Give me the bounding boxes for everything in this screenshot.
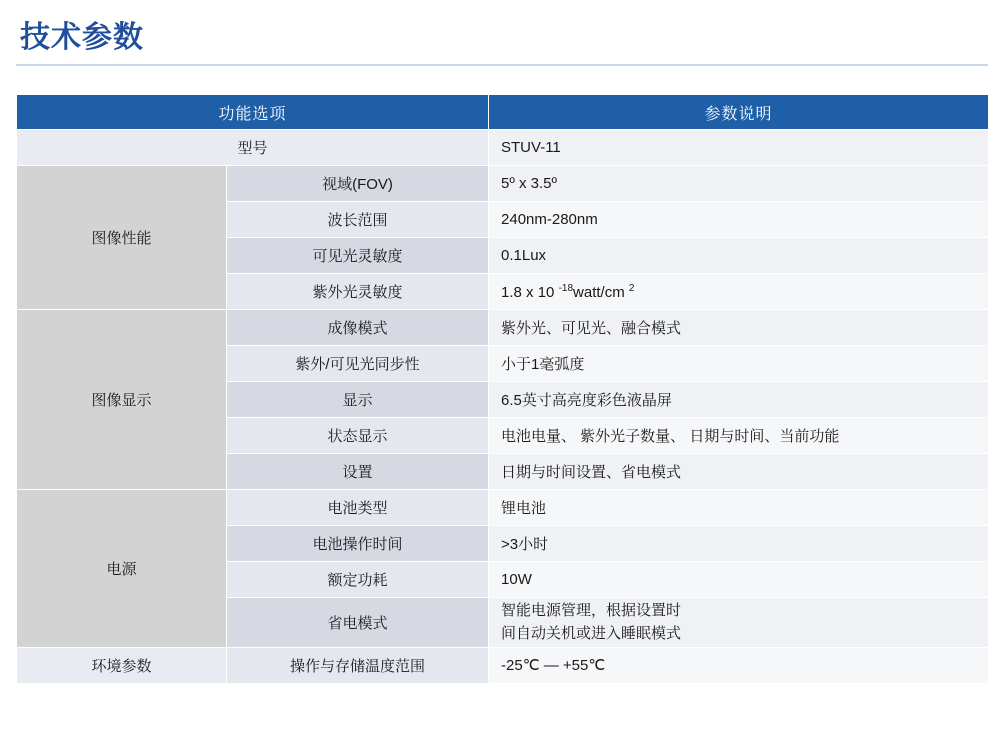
row-value-status-display <box>489 418 989 454</box>
row-value-battery-time: >3小时 <box>489 526 989 562</box>
title-divider <box>16 64 988 66</box>
uv-value-exponent: -18 <box>558 282 574 294</box>
row-value-power-saving <box>489 598 989 648</box>
category-environment: 环境参数 <box>17 647 227 683</box>
row-value-imaging-mode: 紫外光、可见光、融合模式 <box>489 310 989 346</box>
table-row <box>17 490 989 526</box>
status-display-line-2: 日期与时间、当前功能 <box>689 428 840 445</box>
row-label-wavelength: 波长范围 <box>227 202 489 238</box>
column-header-parameter: 参数说明 <box>489 95 989 130</box>
row-label-status-display: 状态显示 <box>227 418 489 454</box>
column-header-function: 功能选项 <box>17 95 489 130</box>
row-label-battery-time: 电池操作时间 <box>227 526 489 562</box>
power-saving-line-2: 间自动关机或进入睡眠模式 <box>501 625 682 643</box>
status-display-line-1: 电池电量、 紫外光子数量、 <box>501 428 686 445</box>
category-image-performance: 图像性能 <box>17 166 227 310</box>
table-row <box>17 310 989 346</box>
row-label-visible-sensitivity: 可见光灵敏度 <box>227 238 489 274</box>
row-label-fov: 视域(FOV) <box>227 166 489 202</box>
table-row <box>17 130 989 166</box>
uv-value-pre: 1.8 x 10 <box>501 283 559 301</box>
row-value-wavelength: 240nm-280nm <box>489 202 989 238</box>
row-label-rated-power: 额定功耗 <box>227 562 489 598</box>
table-row <box>17 166 989 202</box>
row-value-uv-sensitivity <box>489 274 989 310</box>
row-value-display: 6.5英寸高亮度彩色液晶屏 <box>489 382 989 418</box>
row-value-temp-range: -25℃ — +55℃ <box>489 647 989 683</box>
row-value-fov: 5º x 3.5º <box>489 166 989 202</box>
category-power: 电源 <box>17 490 227 648</box>
uv-value-exponent-2: 2 <box>628 282 635 294</box>
row-label-model: 型号 <box>17 130 489 166</box>
row-label-uv-sensitivity: 紫外光灵敏度 <box>227 274 489 310</box>
row-label-settings: 设置 <box>227 454 489 490</box>
row-value-model: STUV-11 <box>489 130 989 166</box>
table-header-row <box>17 95 989 130</box>
power-saving-line-1: 智能电源管理，根据设置时 <box>501 602 682 619</box>
row-value-battery-type: 锂电池 <box>489 490 989 526</box>
page-title: 技术参数 <box>20 21 144 54</box>
row-value-rated-power: 10W <box>489 562 989 598</box>
specifications-table <box>16 94 989 684</box>
row-value-visible-sensitivity: 0.1Lux <box>489 238 989 274</box>
row-label-display: 显示 <box>227 382 489 418</box>
uv-value-post: watt/cm <box>573 283 629 301</box>
row-value-settings: 日期与时间设置、省电模式 <box>489 454 989 490</box>
row-value-sync: 小于1毫弧度 <box>489 346 989 382</box>
row-label-temp-range: 操作与存储温度范围 <box>227 647 489 683</box>
row-label-imaging-mode: 成像模式 <box>227 310 489 346</box>
row-label-battery-type: 电池类型 <box>227 490 489 526</box>
table-row <box>17 647 989 683</box>
row-label-sync: 紫外/可见光同步性 <box>227 346 489 382</box>
row-label-power-saving: 省电模式 <box>227 598 489 648</box>
category-image-display: 图像显示 <box>17 310 227 490</box>
